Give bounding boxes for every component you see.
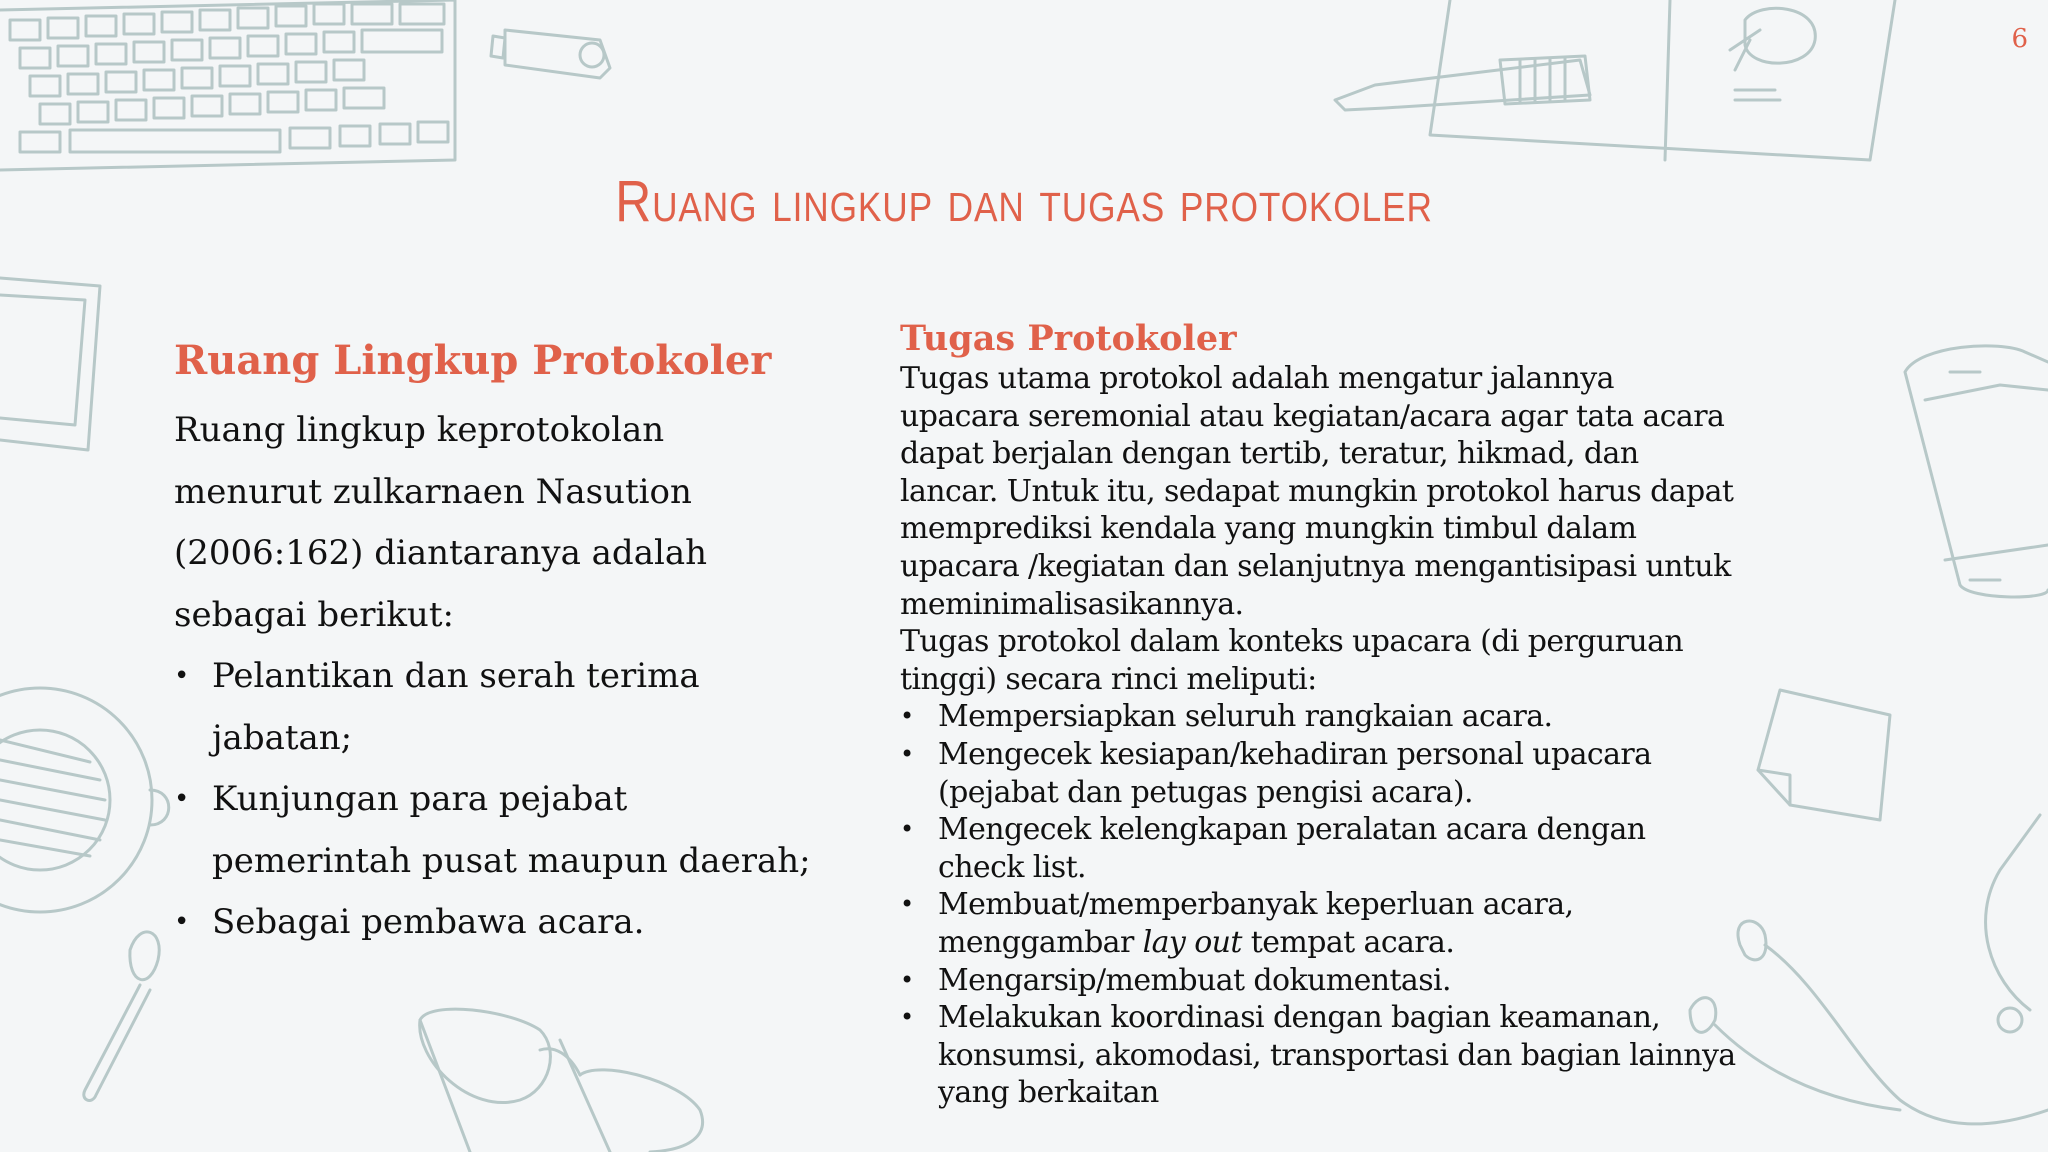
list-item: • Melakukan koordinasi dengan bagian keamanan, konsumsi, akomodasi, transportasi dan bagian lainnya yang berkaitan <box>900 999 1740 1112</box>
list-item: • Mengarsip/membuat dokumentasi. <box>900 962 1740 1000</box>
pen-sketch <box>1335 56 1590 110</box>
usb-stick-sketch <box>491 30 610 78</box>
duties-list <box>900 698 1740 1112</box>
slide-title: Ruang lingkup dan tugas protokoler <box>615 169 1433 234</box>
left-heading: Ruang Lingkup Protokoler <box>174 337 772 384</box>
item-text: tempat acara. <box>1241 924 1455 960</box>
list-item: • Mempersiapkan seluruh rangkaian acara. <box>900 698 1740 736</box>
scope-list <box>174 646 814 954</box>
duties-paragraph-1: Tugas utama protokol adalah mengatur jalannya upacara seremonial atau kegiatan/acara agar tata acara dapat berjalan dengan tertib, teratur, hikmad, dan lancar. Untuk itu, sedapat mungkin protokol harus dapat memprediksi kendala yang mungkin timbul dalam upacara /kegiatan dan selanjutnya mengantisipasi untuk meminimalisasikannya. <box>900 361 1734 622</box>
list-item <box>900 886 1740 961</box>
item-text: Membuat/memperbanyak keperluan acara, menggambar <box>938 887 1574 960</box>
list-item: • Pelantikan dan serah terima jabatan; <box>174 646 814 769</box>
list-item: • Mengecek kesiapan/kehadiran personal upacara (pejabat dan petugas pengisi acara). <box>900 736 1740 811</box>
phone-sketch <box>1905 346 2048 597</box>
left-column <box>174 330 814 954</box>
sticky-note-sketch <box>1758 690 1890 820</box>
list-item: • Kunjungan para pejabat pemerintah pusat maupun daerah; <box>174 769 814 892</box>
left-intro: Ruang lingkup keprotokolan menurut zulkarnaen Nasution (2006:162) diantaranya adalah sebagai berikut: <box>174 410 708 635</box>
right-heading: Tugas Protokoler <box>900 318 1237 359</box>
list-item: • Sebagai pembawa acara. <box>174 892 814 954</box>
spoon-sketch <box>84 932 159 1101</box>
item-italic-text: lay out <box>1142 924 1242 960</box>
glasses-sketch <box>420 1009 703 1152</box>
right-column <box>900 318 1740 1112</box>
keyboard-sketch <box>0 0 455 170</box>
notebook-sketch <box>1430 0 1895 160</box>
earphones-sketch <box>1690 815 2048 1124</box>
page-number: 6 <box>2011 24 2028 54</box>
coffee-cup-sketch <box>0 688 169 912</box>
photo-frame-sketch <box>0 278 100 450</box>
duties-paragraph-2: Tugas protokol dalam konteks upacara (di perguruan tinggi) secara rinci meliputi: <box>900 624 1684 697</box>
list-item: • Mengecek kelengkapan peralatan acara dengan check list. <box>900 811 1740 886</box>
